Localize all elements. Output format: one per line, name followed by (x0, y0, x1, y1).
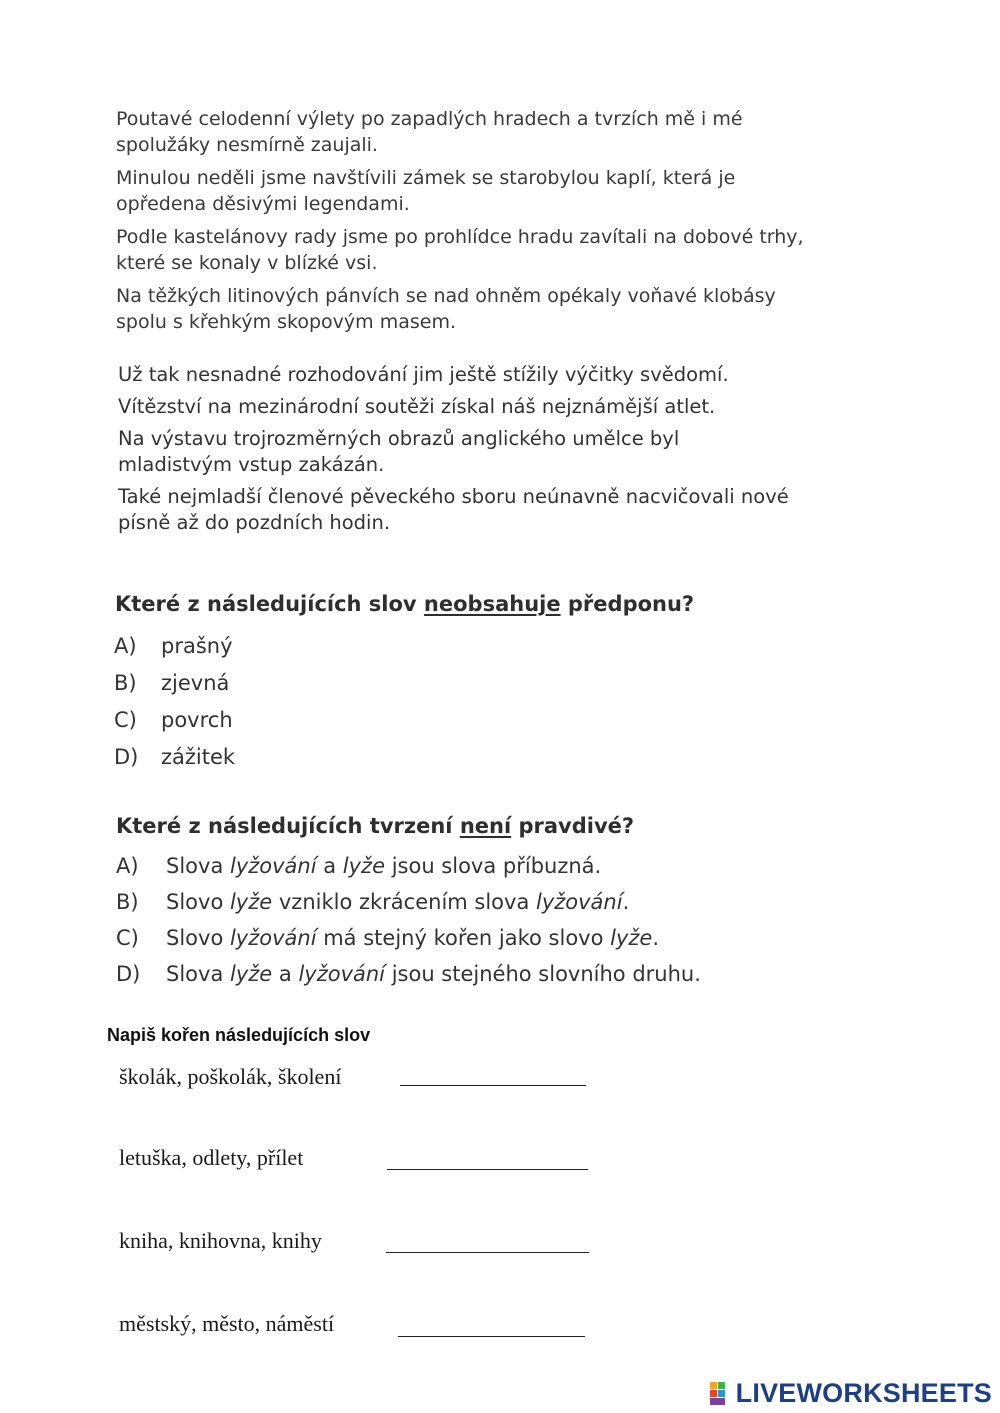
sentences-block-2 (118, 362, 798, 536)
sentence: Podle kastelánovy rady jsme po prohlídce hradu zavítali na dobové trhy, které se konaly v blízké vsi. (116, 226, 804, 274)
option-a[interactable]: A) prašný (114, 634, 233, 658)
sentence: Na výstavu trojrozměrných obrazů anglického umělce byl mladistvým vstup zakázán. (118, 427, 680, 476)
brand-name: LIVEWORKSHEETS (735, 1377, 992, 1408)
option-c[interactable]: C) Slovo lyžování má stejný kořen jako slovo lyže. (116, 926, 660, 950)
answer-blank-3[interactable] (386, 1251, 589, 1253)
option-b[interactable]: B) Slovo lyže vzniklo zkrácením slova lyžování. (116, 890, 630, 914)
question-2-title: Které z následujících tvrzení není pravdivé? (116, 814, 635, 838)
answer-blank-4[interactable] (398, 1335, 585, 1337)
sentence: Minulou neděli jsme navštívili zámek se starobylou kaplí, která je opředena děsivými legendami. (116, 167, 736, 215)
question-1-title: Které z následujících slov neobsahuje předponu? (115, 592, 695, 616)
brand-logo (710, 1378, 992, 1408)
sentence: Na těžkých litinových pánvích se nad ohněm opékaly voňavé klobásy spolu s křehkým skopovým masem. (116, 285, 776, 333)
sentence: Už tak nesnadné rozhodování jim ještě stížily výčitky svědomí. (118, 363, 729, 386)
word-row: kniha, knihovna, knihy (119, 1228, 322, 1253)
liveworksheets-logo-icon (710, 1380, 734, 1406)
word-row: městský, město, náměstí (119, 1311, 335, 1336)
answer-blank-2[interactable] (387, 1168, 588, 1170)
sentences-block-1 (116, 106, 806, 335)
sentence: Vítězství na mezinárodní soutěži získal náš nejznámější atlet. (118, 395, 716, 418)
sentence: Poutavé celodenní výlety po zapadlých hradech a tvrzích mě i mé spolužáky nesmírně zaujali. (116, 108, 743, 156)
question-1-options (114, 634, 514, 782)
option-d[interactable]: D) Slova lyže a lyžování jsou stejného slovního druhu. (116, 962, 701, 986)
task-title: Napiš kořen následujících slov (107, 1025, 371, 1045)
sentence: Také nejmladší členové pěveckého sboru neúnavně nacvičovali nové písně až do pozdních hodin. (118, 485, 789, 534)
word-row: letuška, odlety, přílet (119, 1145, 304, 1170)
option-d[interactable]: D) zážitek (114, 745, 236, 769)
option-c[interactable]: C) povrch (114, 708, 233, 732)
answer-blank-1[interactable] (400, 1084, 586, 1086)
word-row: školák, poškolák, školení (119, 1064, 342, 1089)
option-b[interactable]: B) zjevná (114, 671, 230, 695)
option-a[interactable]: A) Slova lyžování a lyže jsou slova příbuzná. (116, 854, 602, 878)
question-2-options (116, 854, 756, 998)
